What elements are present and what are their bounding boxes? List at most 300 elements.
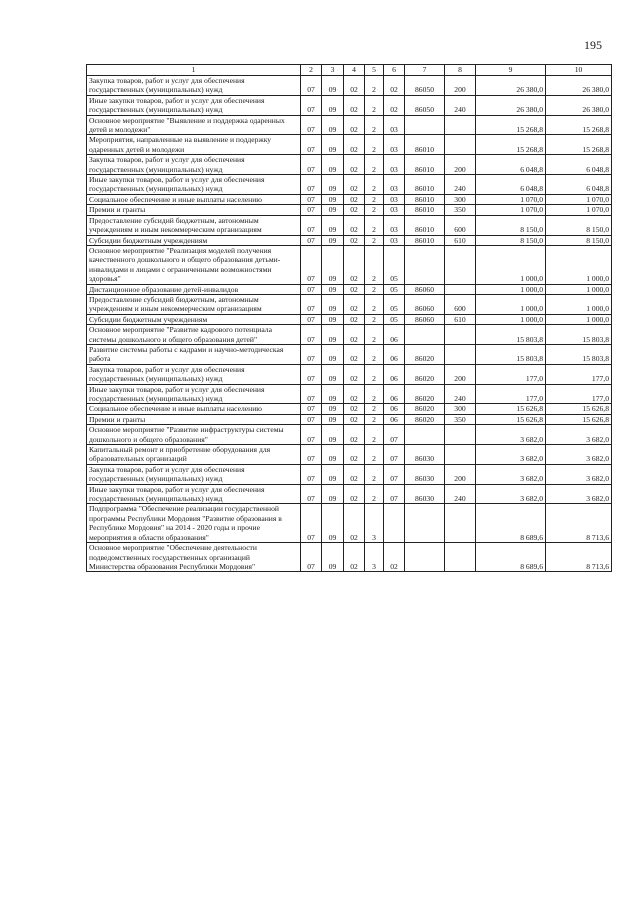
cell-c10: 1 000,0 bbox=[546, 314, 612, 324]
cell-c5: 2 bbox=[365, 245, 384, 284]
cell-c4: 02 bbox=[344, 115, 365, 135]
cell-c2: 07 bbox=[301, 76, 322, 96]
cell-c7: 86060 bbox=[405, 314, 445, 324]
cell-c2: 07 bbox=[301, 284, 322, 294]
cell-c3: 09 bbox=[322, 445, 344, 465]
cell-c8: 600 bbox=[445, 215, 476, 235]
cell-c10: 1 000,0 bbox=[546, 284, 612, 294]
cell-c6: 03 bbox=[384, 215, 405, 235]
cell-c2: 07 bbox=[301, 414, 322, 424]
cell-c6: 05 bbox=[384, 314, 405, 324]
cell-c4: 02 bbox=[344, 425, 365, 445]
cell-c6: 07 bbox=[384, 425, 405, 445]
table-row bbox=[87, 115, 612, 135]
cell-c9: 1 000,0 bbox=[476, 245, 546, 284]
cell-c3: 09 bbox=[322, 284, 344, 294]
cell-c2: 07 bbox=[301, 155, 322, 175]
table-row bbox=[87, 384, 612, 404]
table-row bbox=[87, 215, 612, 235]
table-row bbox=[87, 543, 612, 572]
cell-c4: 02 bbox=[344, 135, 365, 155]
cell-c6: 06 bbox=[384, 325, 405, 345]
cell-c3: 09 bbox=[322, 135, 344, 155]
cell-c10: 8 713,6 bbox=[546, 543, 612, 572]
cell-c5: 2 bbox=[365, 314, 384, 324]
cell-c8: 200 bbox=[445, 364, 476, 384]
row-name-cell: Иные закупки товаров, работ и услуг для обеспечения государственных (муниципальных) нужд bbox=[87, 95, 301, 115]
cell-c7 bbox=[405, 425, 445, 445]
cell-c7 bbox=[405, 504, 445, 543]
cell-c3: 09 bbox=[322, 115, 344, 135]
cell-c4: 02 bbox=[344, 404, 365, 414]
cell-c6: 03 bbox=[384, 194, 405, 204]
cell-c4: 02 bbox=[344, 543, 365, 572]
cell-c8 bbox=[445, 344, 476, 364]
cell-c5: 2 bbox=[365, 155, 384, 175]
cell-c8: 240 bbox=[445, 175, 476, 195]
cell-c6: 03 bbox=[384, 135, 405, 155]
cell-c7: 86060 bbox=[405, 284, 445, 294]
cell-c10: 1 070,0 bbox=[546, 194, 612, 204]
cell-c5: 3 bbox=[365, 543, 384, 572]
cell-c10: 15 268,8 bbox=[546, 115, 612, 135]
cell-c10: 3 682,0 bbox=[546, 425, 612, 445]
cell-c7: 86010 bbox=[405, 194, 445, 204]
cell-c6: 03 bbox=[384, 235, 405, 245]
column-header-9: 9 bbox=[476, 65, 546, 76]
cell-c3: 09 bbox=[322, 425, 344, 445]
column-header-7: 7 bbox=[405, 65, 445, 76]
cell-c10: 15 626,8 bbox=[546, 414, 612, 424]
cell-c7 bbox=[405, 245, 445, 284]
cell-c7 bbox=[405, 325, 445, 345]
cell-c8: 300 bbox=[445, 404, 476, 414]
cell-c5: 2 bbox=[365, 95, 384, 115]
cell-c4: 02 bbox=[344, 325, 365, 345]
cell-c3: 09 bbox=[322, 95, 344, 115]
cell-c8 bbox=[445, 115, 476, 135]
cell-c2: 07 bbox=[301, 115, 322, 135]
cell-c3: 09 bbox=[322, 325, 344, 345]
table-row bbox=[87, 205, 612, 215]
table-row bbox=[87, 175, 612, 195]
cell-c5: 2 bbox=[365, 404, 384, 414]
cell-c10: 26 380,0 bbox=[546, 76, 612, 96]
cell-c4: 02 bbox=[344, 294, 365, 314]
cell-c2: 07 bbox=[301, 235, 322, 245]
cell-c2: 07 bbox=[301, 314, 322, 324]
table-row bbox=[87, 135, 612, 155]
cell-c10: 1 070,0 bbox=[546, 205, 612, 215]
page-number: 195 bbox=[584, 38, 602, 52]
table-row bbox=[87, 194, 612, 204]
cell-c8: 350 bbox=[445, 205, 476, 215]
cell-c4: 02 bbox=[344, 445, 365, 465]
cell-c10: 15 268,8 bbox=[546, 135, 612, 155]
cell-c6 bbox=[384, 504, 405, 543]
cell-c4: 02 bbox=[344, 314, 365, 324]
cell-c10: 3 682,0 bbox=[546, 484, 612, 504]
cell-c4: 02 bbox=[344, 414, 365, 424]
row-name-cell: Предоставление субсидий бюджетным, автономным учреждениям и иным некоммерческим организациям bbox=[87, 294, 301, 314]
cell-c6: 05 bbox=[384, 284, 405, 294]
column-header-1: 1 bbox=[87, 65, 301, 76]
cell-c7: 86010 bbox=[405, 205, 445, 215]
cell-c8 bbox=[445, 445, 476, 465]
cell-c5: 2 bbox=[365, 235, 384, 245]
cell-c9: 1 000,0 bbox=[476, 284, 546, 294]
cell-c3: 09 bbox=[322, 294, 344, 314]
cell-c5: 2 bbox=[365, 425, 384, 445]
cell-c4: 02 bbox=[344, 504, 365, 543]
column-header-10: 10 bbox=[546, 65, 612, 76]
cell-c5: 2 bbox=[365, 205, 384, 215]
cell-c5: 2 bbox=[365, 175, 384, 195]
cell-c5: 2 bbox=[365, 115, 384, 135]
cell-c5: 2 bbox=[365, 284, 384, 294]
cell-c8 bbox=[445, 543, 476, 572]
cell-c8: 240 bbox=[445, 484, 476, 504]
cell-c7: 86050 bbox=[405, 95, 445, 115]
cell-c8 bbox=[445, 245, 476, 284]
cell-c2: 07 bbox=[301, 245, 322, 284]
cell-c3: 09 bbox=[322, 76, 344, 96]
cell-c9: 15 803,8 bbox=[476, 325, 546, 345]
row-name-cell: Социальное обеспечение и иные выплаты населению bbox=[87, 404, 301, 414]
cell-c3: 09 bbox=[322, 235, 344, 245]
table-row bbox=[87, 425, 612, 445]
cell-c10: 15 803,8 bbox=[546, 325, 612, 345]
cell-c8 bbox=[445, 325, 476, 345]
cell-c9: 8 150,0 bbox=[476, 235, 546, 245]
cell-c2: 07 bbox=[301, 425, 322, 445]
row-name-cell: Иные закупки товаров, работ и услуг для обеспечения государственных (муниципальных) нужд bbox=[87, 175, 301, 195]
cell-c9: 177,0 bbox=[476, 364, 546, 384]
cell-c10: 1 000,0 bbox=[546, 245, 612, 284]
cell-c9: 8 689,6 bbox=[476, 504, 546, 543]
cell-c7 bbox=[405, 543, 445, 572]
cell-c4: 02 bbox=[344, 155, 365, 175]
cell-c8: 240 bbox=[445, 95, 476, 115]
cell-c7: 86010 bbox=[405, 235, 445, 245]
cell-c4: 02 bbox=[344, 175, 365, 195]
column-header-5: 5 bbox=[365, 65, 384, 76]
row-name-cell: Иные закупки товаров, работ и услуг для обеспечения государственных (муниципальных) нужд bbox=[87, 384, 301, 404]
cell-c3: 09 bbox=[322, 175, 344, 195]
cell-c9: 15 268,8 bbox=[476, 135, 546, 155]
cell-c6: 05 bbox=[384, 245, 405, 284]
cell-c5: 2 bbox=[365, 384, 384, 404]
cell-c3: 09 bbox=[322, 384, 344, 404]
cell-c2: 07 bbox=[301, 464, 322, 484]
cell-c7: 86010 bbox=[405, 215, 445, 235]
cell-c10: 15 803,8 bbox=[546, 344, 612, 364]
cell-c9: 3 682,0 bbox=[476, 464, 546, 484]
cell-c3: 09 bbox=[322, 504, 344, 543]
row-name-cell: Социальное обеспечение и иные выплаты населению bbox=[87, 194, 301, 204]
cell-c4: 02 bbox=[344, 484, 365, 504]
cell-c3: 09 bbox=[322, 314, 344, 324]
cell-c9: 15 626,8 bbox=[476, 414, 546, 424]
row-name-cell: Развитие системы работы с кадрами и научно-методическая работа bbox=[87, 344, 301, 364]
cell-c9: 177,0 bbox=[476, 384, 546, 404]
table-row bbox=[87, 76, 612, 96]
cell-c9: 8 689,6 bbox=[476, 543, 546, 572]
cell-c9: 15 626,8 bbox=[476, 404, 546, 414]
cell-c9: 3 682,0 bbox=[476, 484, 546, 504]
cell-c6: 06 bbox=[384, 404, 405, 414]
cell-c2: 07 bbox=[301, 175, 322, 195]
cell-c7: 86020 bbox=[405, 384, 445, 404]
cell-c2: 07 bbox=[301, 384, 322, 404]
cell-c4: 02 bbox=[344, 364, 365, 384]
cell-c9: 3 682,0 bbox=[476, 445, 546, 465]
cell-c8: 610 bbox=[445, 314, 476, 324]
cell-c7: 86020 bbox=[405, 414, 445, 424]
row-name-cell: Основное мероприятие "Развитие инфраструктуры системы дошкольного и общего образования" bbox=[87, 425, 301, 445]
cell-c10: 1 000,0 bbox=[546, 294, 612, 314]
table-body bbox=[87, 76, 612, 572]
cell-c7: 86020 bbox=[405, 404, 445, 414]
cell-c6: 03 bbox=[384, 175, 405, 195]
cell-c8: 200 bbox=[445, 76, 476, 96]
cell-c8: 200 bbox=[445, 155, 476, 175]
cell-c3: 09 bbox=[322, 543, 344, 572]
row-name-cell: Капитальный ремонт и приобретение оборудования для образовательных организаций bbox=[87, 445, 301, 465]
table-row bbox=[87, 445, 612, 465]
cell-c3: 09 bbox=[322, 194, 344, 204]
cell-c2: 07 bbox=[301, 484, 322, 504]
table-row bbox=[87, 294, 612, 314]
cell-c6: 03 bbox=[384, 115, 405, 135]
table-row bbox=[87, 155, 612, 175]
cell-c6: 02 bbox=[384, 543, 405, 572]
cell-c4: 02 bbox=[344, 205, 365, 215]
row-name-cell: Подпрограмма "Обеспечение реализации государственной программы Республики Мордовия "Развитие образования в Республике Мордовия" на 2014 - 2020 годы и прочие мероприятия в области образования" bbox=[87, 504, 301, 543]
column-header-6: 6 bbox=[384, 65, 405, 76]
cell-c2: 07 bbox=[301, 215, 322, 235]
cell-c7: 86030 bbox=[405, 484, 445, 504]
cell-c6: 03 bbox=[384, 155, 405, 175]
cell-c10: 8 150,0 bbox=[546, 235, 612, 245]
cell-c3: 09 bbox=[322, 404, 344, 414]
row-name-cell: Субсидии бюджетным учреждениям bbox=[87, 314, 301, 324]
cell-c3: 09 bbox=[322, 464, 344, 484]
row-name-cell: Основное мероприятие "Обеспечение деятельности подведомственных государственных организаций Министерства образования Республики Мордовия" bbox=[87, 543, 301, 572]
cell-c9: 26 380,0 bbox=[476, 95, 546, 115]
cell-c10: 8 150,0 bbox=[546, 215, 612, 235]
cell-c2: 07 bbox=[301, 364, 322, 384]
cell-c6: 06 bbox=[384, 344, 405, 364]
cell-c6: 06 bbox=[384, 414, 405, 424]
cell-c2: 07 bbox=[301, 135, 322, 155]
cell-c3: 09 bbox=[322, 215, 344, 235]
cell-c6: 07 bbox=[384, 484, 405, 504]
cell-c8: 600 bbox=[445, 294, 476, 314]
cell-c2: 07 bbox=[301, 325, 322, 345]
column-header-8: 8 bbox=[445, 65, 476, 76]
cell-c5: 2 bbox=[365, 414, 384, 424]
cell-c5: 2 bbox=[365, 344, 384, 364]
row-name-cell: Закупка товаров, работ и услуг для обеспечения государственных (муниципальных) нужд bbox=[87, 464, 301, 484]
row-name-cell: Закупка товаров, работ и услуг для обеспечения государственных (муниципальных) нужд bbox=[87, 76, 301, 96]
cell-c8 bbox=[445, 284, 476, 294]
cell-c4: 02 bbox=[344, 215, 365, 235]
column-header-3: 3 bbox=[322, 65, 344, 76]
cell-c5: 2 bbox=[365, 364, 384, 384]
cell-c4: 02 bbox=[344, 344, 365, 364]
column-header-2: 2 bbox=[301, 65, 322, 76]
cell-c8: 610 bbox=[445, 235, 476, 245]
cell-c7: 86010 bbox=[405, 135, 445, 155]
cell-c2: 07 bbox=[301, 404, 322, 414]
cell-c6: 07 bbox=[384, 464, 405, 484]
row-name-cell: Дистанционное образование детей-инвалидов bbox=[87, 284, 301, 294]
cell-c10: 3 682,0 bbox=[546, 445, 612, 465]
cell-c5: 2 bbox=[365, 215, 384, 235]
cell-c8 bbox=[445, 504, 476, 543]
cell-c10: 8 713,6 bbox=[546, 504, 612, 543]
table-row bbox=[87, 484, 612, 504]
cell-c7: 86030 bbox=[405, 445, 445, 465]
cell-c3: 09 bbox=[322, 344, 344, 364]
cell-c3: 09 bbox=[322, 245, 344, 284]
table-row bbox=[87, 364, 612, 384]
cell-c9: 1 070,0 bbox=[476, 205, 546, 215]
cell-c4: 02 bbox=[344, 95, 365, 115]
table-row bbox=[87, 414, 612, 424]
cell-c8: 200 bbox=[445, 464, 476, 484]
row-name-cell: Иные закупки товаров, работ и услуг для обеспечения государственных (муниципальных) нужд bbox=[87, 484, 301, 504]
cell-c4: 02 bbox=[344, 235, 365, 245]
cell-c7: 86030 bbox=[405, 464, 445, 484]
cell-c5: 2 bbox=[365, 76, 384, 96]
cell-c2: 07 bbox=[301, 194, 322, 204]
cell-c9: 6 048,8 bbox=[476, 175, 546, 195]
table-row bbox=[87, 245, 612, 284]
cell-c9: 3 682,0 bbox=[476, 425, 546, 445]
cell-c3: 09 bbox=[322, 155, 344, 175]
row-name-cell: Предоставление субсидий бюджетным, автономным учреждениям и иным некоммерческим организациям bbox=[87, 215, 301, 235]
cell-c4: 02 bbox=[344, 384, 365, 404]
cell-c9: 15 803,8 bbox=[476, 344, 546, 364]
header-row bbox=[87, 65, 612, 76]
row-name-cell: Основное мероприятие "Реализация моделей получения качественного дошкольного и общего образования детьми-инвалидами и лицами с ограниченными возможностями здоровья" bbox=[87, 245, 301, 284]
cell-c8 bbox=[445, 425, 476, 445]
row-name-cell: Мероприятия, направленные на выявление и поддержку одаренных детей и молодежи bbox=[87, 135, 301, 155]
cell-c10: 26 380,0 bbox=[546, 95, 612, 115]
cell-c8: 300 bbox=[445, 194, 476, 204]
cell-c7: 86010 bbox=[405, 155, 445, 175]
row-name-cell: Закупка товаров, работ и услуг для обеспечения государственных (муниципальных) нужд bbox=[87, 364, 301, 384]
cell-c2: 07 bbox=[301, 294, 322, 314]
row-name-cell: Закупка товаров, работ и услуг для обеспечения государственных (муниципальных) нужд bbox=[87, 155, 301, 175]
row-name-cell: Основное мероприятие "Выявление и поддержка одаренных детей и молодежи" bbox=[87, 115, 301, 135]
cell-c2: 07 bbox=[301, 205, 322, 215]
table-row bbox=[87, 325, 612, 345]
cell-c6: 06 bbox=[384, 384, 405, 404]
cell-c8: 350 bbox=[445, 414, 476, 424]
cell-c4: 02 bbox=[344, 284, 365, 294]
cell-c10: 3 682,0 bbox=[546, 464, 612, 484]
cell-c9: 6 048,8 bbox=[476, 155, 546, 175]
cell-c6: 02 bbox=[384, 95, 405, 115]
cell-c9: 15 268,8 bbox=[476, 115, 546, 135]
cell-c7: 86020 bbox=[405, 364, 445, 384]
table-row bbox=[87, 314, 612, 324]
cell-c9: 26 380,0 bbox=[476, 76, 546, 96]
cell-c6: 03 bbox=[384, 205, 405, 215]
cell-c10: 177,0 bbox=[546, 384, 612, 404]
row-name-cell: Субсидии бюджетным учреждениям bbox=[87, 235, 301, 245]
cell-c9: 1 000,0 bbox=[476, 314, 546, 324]
table-row bbox=[87, 95, 612, 115]
cell-c10: 15 626,8 bbox=[546, 404, 612, 414]
cell-c3: 09 bbox=[322, 414, 344, 424]
cell-c3: 09 bbox=[322, 364, 344, 384]
cell-c4: 02 bbox=[344, 464, 365, 484]
cell-c5: 2 bbox=[365, 445, 384, 465]
cell-c10: 177,0 bbox=[546, 364, 612, 384]
cell-c8: 240 bbox=[445, 384, 476, 404]
cell-c5: 2 bbox=[365, 294, 384, 314]
cell-c7: 86020 bbox=[405, 344, 445, 364]
cell-c2: 07 bbox=[301, 344, 322, 364]
cell-c7: 86060 bbox=[405, 294, 445, 314]
table-row bbox=[87, 344, 612, 364]
cell-c6: 02 bbox=[384, 76, 405, 96]
table-row bbox=[87, 464, 612, 484]
row-name-cell: Основное мероприятие "Развитие кадрового потенциала системы дошкольного и общего образования детей" bbox=[87, 325, 301, 345]
cell-c9: 8 150,0 bbox=[476, 215, 546, 235]
row-name-cell: Премии и гранты bbox=[87, 414, 301, 424]
cell-c3: 09 bbox=[322, 205, 344, 215]
cell-c6: 06 bbox=[384, 364, 405, 384]
cell-c9: 1 070,0 bbox=[476, 194, 546, 204]
table-row bbox=[87, 235, 612, 245]
cell-c7: 86050 bbox=[405, 76, 445, 96]
cell-c6: 07 bbox=[384, 445, 405, 465]
cell-c5: 2 bbox=[365, 135, 384, 155]
budget-table bbox=[86, 64, 612, 572]
cell-c6: 05 bbox=[384, 294, 405, 314]
cell-c4: 02 bbox=[344, 245, 365, 284]
cell-c7 bbox=[405, 115, 445, 135]
cell-c9: 1 000,0 bbox=[476, 294, 546, 314]
cell-c5: 2 bbox=[365, 194, 384, 204]
cell-c10: 6 048,8 bbox=[546, 155, 612, 175]
row-name-cell: Премии и гранты bbox=[87, 205, 301, 215]
cell-c4: 02 bbox=[344, 76, 365, 96]
column-header-4: 4 bbox=[344, 65, 365, 76]
cell-c5: 2 bbox=[365, 484, 384, 504]
cell-c5: 3 bbox=[365, 504, 384, 543]
cell-c5: 2 bbox=[365, 325, 384, 345]
table-row bbox=[87, 504, 612, 543]
cell-c8 bbox=[445, 135, 476, 155]
table-row bbox=[87, 284, 612, 294]
cell-c2: 07 bbox=[301, 95, 322, 115]
cell-c2: 07 bbox=[301, 543, 322, 572]
cell-c2: 07 bbox=[301, 504, 322, 543]
cell-c2: 07 bbox=[301, 445, 322, 465]
cell-c4: 02 bbox=[344, 194, 365, 204]
cell-c5: 2 bbox=[365, 464, 384, 484]
cell-c3: 09 bbox=[322, 484, 344, 504]
table-row bbox=[87, 404, 612, 414]
cell-c10: 6 048,8 bbox=[546, 175, 612, 195]
cell-c7: 86010 bbox=[405, 175, 445, 195]
